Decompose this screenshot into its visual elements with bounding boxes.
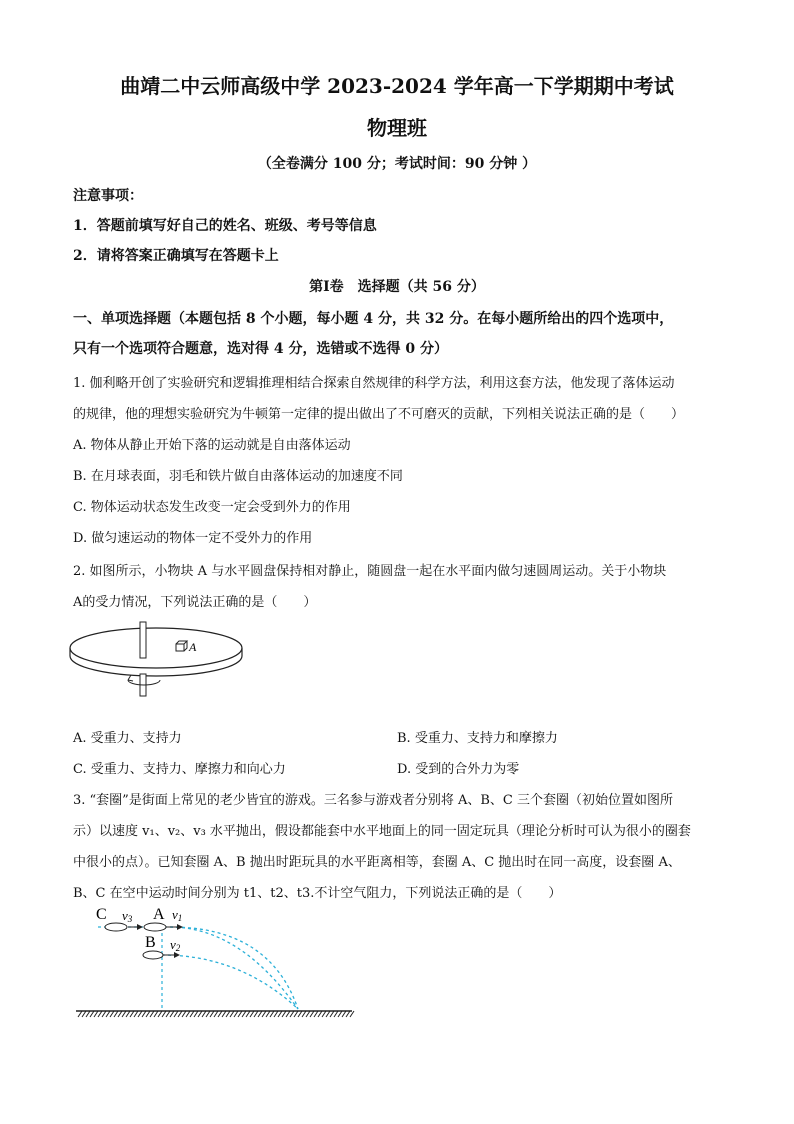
q2-option-b: B. 受重力、支持力和摩擦力 xyxy=(397,731,558,746)
q2-option-a: A. 受重力、支持力 xyxy=(73,731,182,746)
q3-stem-line-4: B、C 在空中运动时间分别为 t1、t2、t3.不计空气阻力，下列说法正确的是（ ） xyxy=(73,886,562,901)
ring-b xyxy=(143,951,163,959)
label-b: B xyxy=(145,934,156,951)
label-a: A xyxy=(153,906,165,923)
ring-c xyxy=(105,923,127,931)
section-instructions-2: 只有一个选项符合题意，选对得 4 分，选错或不选得 0 分） xyxy=(73,341,448,357)
q1-option-c: C. 物体运动状态发生改变一定会受到外力的作用 xyxy=(73,500,351,515)
ring-a xyxy=(144,923,166,931)
label-v1: v1 xyxy=(172,907,183,923)
q2-stem-line-1: 2. 如图所示，小物块 A 与水平圆盘保持相对静止，随圆盘一起在水平面内做匀速圆周运动。关于小物块 xyxy=(73,564,667,579)
axle-top xyxy=(140,622,146,658)
section-instructions-1: 一、单项选择题（本题包括 8 个小题，每小题 4 分，共 32 分。在每小题所给出的四个选项中， xyxy=(73,311,674,327)
exam-subtitle: 物理班 xyxy=(367,116,427,140)
ring-toss-figure xyxy=(70,905,360,1030)
q1-option-b: B. 在月球表面，羽毛和铁片做自由落体运动的加速度不同 xyxy=(73,469,403,484)
q2-option-d: D. 受到的合外力为零 xyxy=(397,762,520,777)
note-item-2: 2．请将答案正确填写在答题卡上 xyxy=(73,248,279,264)
notes-heading: 注意事项： xyxy=(73,188,143,204)
label-c: C xyxy=(96,906,107,923)
block-a xyxy=(176,644,184,651)
exam-title: 曲靖二中云师高级中学 2023-2024 学年高一下学期期中考试 xyxy=(120,74,674,98)
ground-hatching xyxy=(78,1011,354,1017)
exam-info: （全卷满分 100 分；考试时间：90 分钟 ） xyxy=(257,156,537,172)
q3-stem-line-1: 3. “套圈”是街面上常见的老少皆宜的游戏。三名参与游戏者分别将 A、B、C 三个套圈（初始位置如图所 xyxy=(73,793,673,808)
section-title: 第Ⅰ卷 选择题（共 56 分） xyxy=(309,279,485,295)
q2-option-c: C. 受重力、支持力、摩擦力和向心力 xyxy=(73,762,286,777)
q1-stem-line-2: 的规律，他的理想实验研究为牛顿第一定律的提出做出了不可磨灭的贡献，下列相关说法正确的是（ ） xyxy=(73,407,685,422)
q3-stem-line-3: 中很小的点）。已知套圈 A、B 抛出时距玩具的水平距离相等，套圈 A、C 抛出时在同一高度，设套圈 A、 xyxy=(73,855,681,870)
q2-stem-line-2: A的受力情况，下列说法正确的是（ ） xyxy=(73,595,317,610)
q3-stem-line-2: 示）以速度 v₁、v₂、v₃ 水平抛出，假设都能套中水平地面上的同一固定玩具（理论分析时可认为很小的圈套 xyxy=(73,824,691,839)
note-item-1: 1．答题前填写好自己的姓名、班级、考号等信息 xyxy=(73,218,377,234)
label-v3: v3 xyxy=(122,908,133,924)
disk-top-ellipse xyxy=(70,628,242,668)
q1-stem-line-1: 1. 伽利略开创了实验研究和逻辑推理相结合探索自然规律的科学方法，利用这套方法，他发现了落体运动 xyxy=(73,376,675,391)
trajectory-b xyxy=(162,955,298,1009)
rotating-disk-figure xyxy=(68,618,248,698)
q1-option-a: A. 物体从静止开始下落的运动就是自由落体运动 xyxy=(73,438,351,453)
label-v2: v2 xyxy=(170,937,181,953)
q1-option-d: D. 做匀速运动的物体一定不受外力的作用 xyxy=(73,531,313,546)
block-label-a: A xyxy=(189,640,197,654)
